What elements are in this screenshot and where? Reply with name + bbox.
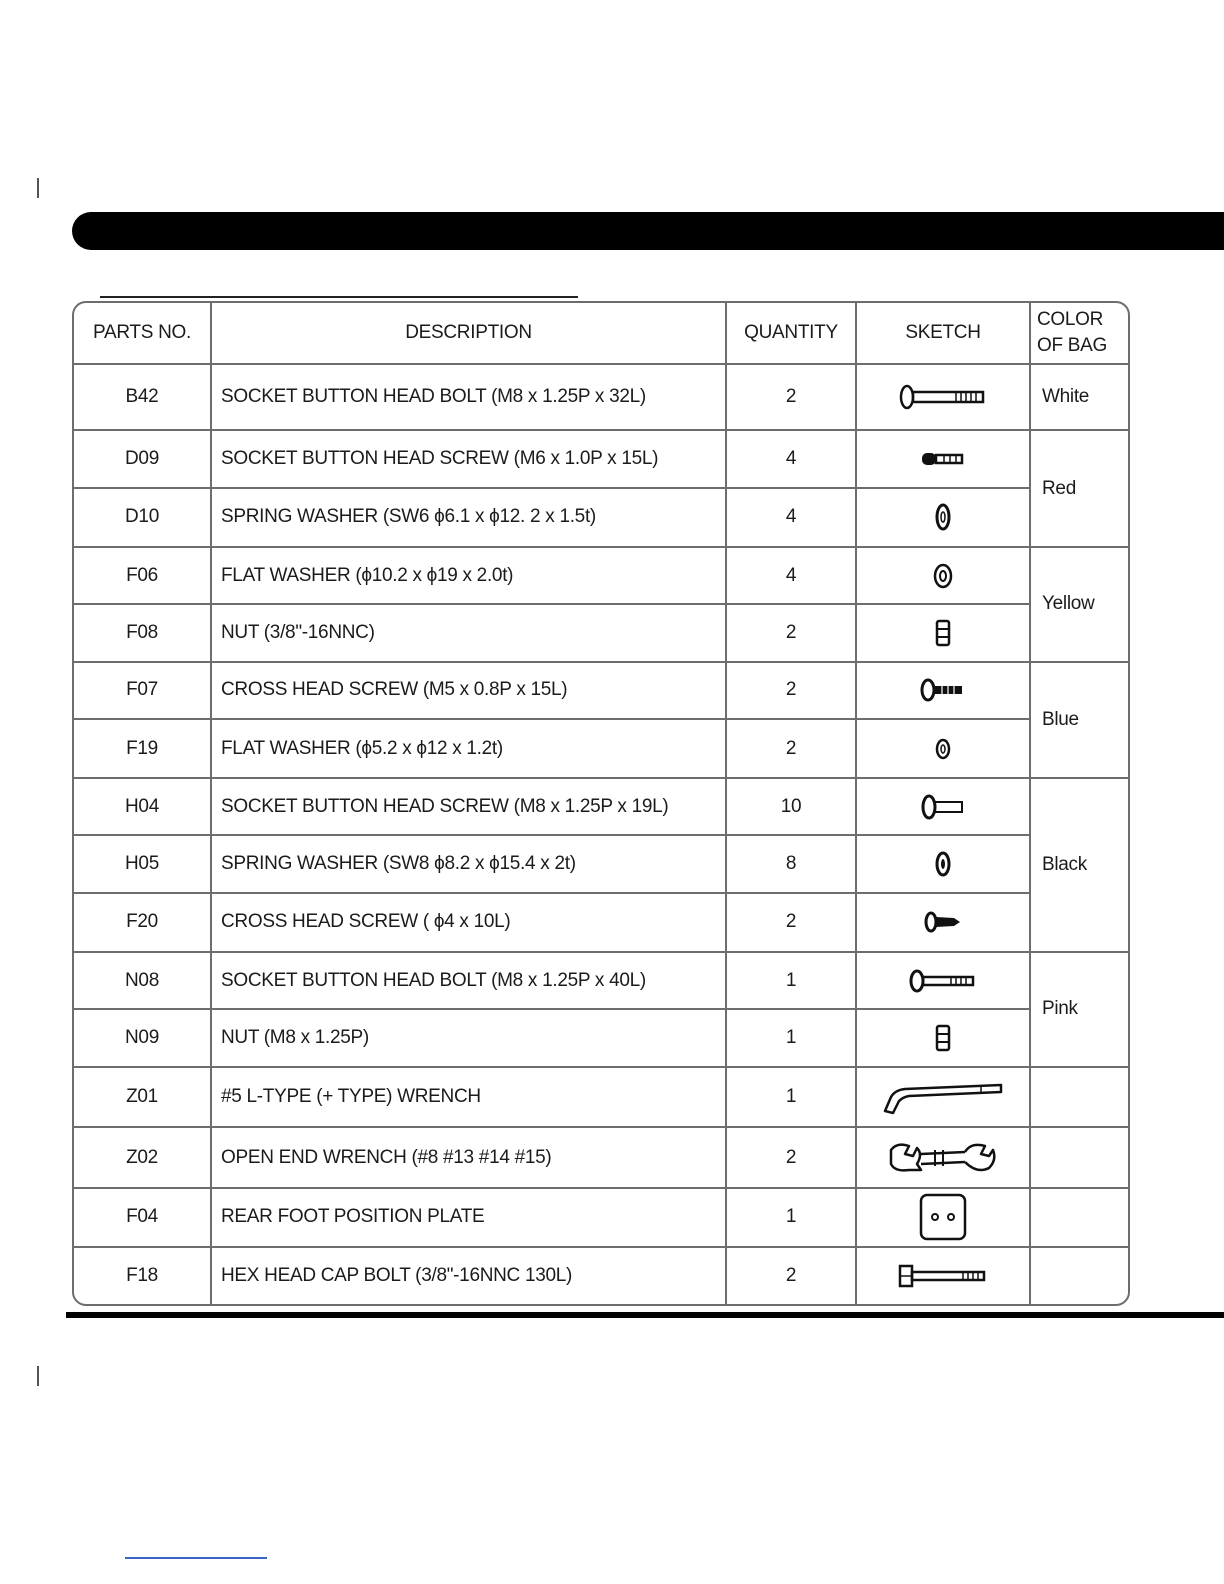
section-title-underline — [100, 296, 578, 298]
table-row — [74, 1067, 1128, 1127]
parts-table — [74, 303, 1128, 1304]
bag-color-red: Red — [1030, 430, 1128, 547]
part-number: H05 — [74, 835, 211, 892]
part-description: SPRING WASHER (SW8 ϕ8.2 x ϕ15.4 x 2t) — [211, 835, 726, 892]
table-row — [74, 952, 1128, 1009]
part-description: SOCKET BUTTON HEAD SCREW (M6 x 1.0P x 15L) — [211, 430, 726, 487]
spring-washer-icon — [935, 850, 951, 878]
part-quantity: 10 — [726, 778, 856, 835]
table-row — [74, 1247, 1128, 1304]
part-quantity: 1 — [726, 1009, 856, 1066]
part-number: H04 — [74, 778, 211, 835]
hex-bolt-icon — [897, 1262, 989, 1290]
flat-washer-icon — [933, 562, 953, 590]
part-description: CROSS HEAD SCREW ( ϕ4 x 10L) — [211, 893, 726, 952]
sketch-cell — [856, 893, 1030, 952]
sketch-cell — [856, 488, 1030, 547]
part-description: FLAT WASHER (ϕ10.2 x ϕ19 x 2.0t) — [211, 547, 726, 604]
part-description: OPEN END WRENCH (#8 #13 #14 #15) — [211, 1127, 726, 1188]
header-color-line2: OF BAG — [1037, 335, 1107, 356]
part-quantity: 4 — [726, 488, 856, 547]
header-description: DESCRIPTION — [211, 303, 726, 364]
sketch-cell — [856, 778, 1030, 835]
hardware-parts-table — [72, 301, 1130, 1306]
crop-mark-top — [37, 178, 39, 198]
bag-color-empty — [1030, 1188, 1128, 1246]
part-description: FLAT WASHER (ϕ5.2 x ϕ12 x 1.2t) — [211, 719, 726, 778]
part-quantity: 2 — [726, 364, 856, 430]
short-screw-icon — [920, 451, 966, 467]
nut-icon — [934, 1023, 952, 1053]
sketch-cell — [856, 547, 1030, 604]
table-row — [74, 719, 1128, 778]
footer-rule — [66, 1312, 1224, 1318]
spring-washer-icon — [935, 502, 951, 532]
long-bolt-icon — [909, 969, 977, 993]
part-number: F18 — [74, 1247, 211, 1304]
header-color-line1: COLOR — [1037, 309, 1104, 330]
nut-icon — [934, 618, 952, 648]
sketch-cell — [856, 604, 1030, 661]
table-row — [74, 662, 1128, 719]
tapping-screw-icon — [924, 911, 962, 933]
plate-icon — [918, 1192, 968, 1242]
sketch-cell — [856, 952, 1030, 1009]
sketch-cell — [856, 719, 1030, 778]
table-row — [74, 778, 1128, 835]
part-number: Z02 — [74, 1127, 211, 1188]
part-quantity: 2 — [726, 1127, 856, 1188]
header-sketch: SKETCH — [856, 303, 1030, 364]
part-number: F19 — [74, 719, 211, 778]
section-header-bar — [72, 212, 1224, 250]
part-description: SPRING WASHER (SW6 ϕ6.1 x ϕ12. 2 x 1.5t) — [211, 488, 726, 547]
cross-screw-icon — [920, 678, 966, 702]
table-row — [74, 547, 1128, 604]
part-number: N09 — [74, 1009, 211, 1066]
part-description: REAR FOOT POSITION PLATE — [211, 1188, 726, 1246]
part-quantity: 2 — [726, 893, 856, 952]
table-row — [74, 430, 1128, 487]
bag-color-white: White — [1030, 364, 1128, 430]
table-row — [74, 604, 1128, 661]
sketch-cell — [856, 835, 1030, 892]
part-quantity: 1 — [726, 1188, 856, 1246]
part-number: F08 — [74, 604, 211, 661]
crop-mark-bottom — [37, 1366, 39, 1386]
sketch-cell — [856, 1009, 1030, 1066]
part-number: Z01 — [74, 1067, 211, 1127]
sketch-cell — [856, 1247, 1030, 1304]
part-quantity: 1 — [726, 1067, 856, 1127]
header-color-of-bag — [1030, 303, 1128, 364]
part-description: NUT (M8 x 1.25P) — [211, 1009, 726, 1066]
allen-key-icon — [881, 1077, 1005, 1117]
table-row — [74, 1188, 1128, 1246]
part-quantity: 2 — [726, 719, 856, 778]
small-washer-icon — [935, 737, 951, 761]
sketch-cell — [856, 662, 1030, 719]
table-row — [74, 364, 1128, 430]
bag-color-empty — [1030, 1127, 1128, 1188]
long-bolt-icon — [898, 384, 988, 410]
table-row — [74, 1127, 1128, 1188]
part-quantity: 4 — [726, 547, 856, 604]
bag-color-empty — [1030, 1247, 1128, 1304]
part-number: D09 — [74, 430, 211, 487]
table-row — [74, 893, 1128, 952]
sketch-cell — [856, 430, 1030, 487]
part-description: SOCKET BUTTON HEAD BOLT (M8 x 1.25P x 40L) — [211, 952, 726, 1009]
part-description: SOCKET BUTTON HEAD SCREW (M8 x 1.25P x 19L) — [211, 778, 726, 835]
header-quantity: QUANTITY — [726, 303, 856, 364]
sketch-cell — [856, 1188, 1030, 1246]
header-parts-no: PARTS NO. — [74, 303, 211, 364]
part-number: D10 — [74, 488, 211, 547]
part-description: NUT (3/8"-16NNC) — [211, 604, 726, 661]
part-quantity: 4 — [726, 430, 856, 487]
part-number: F06 — [74, 547, 211, 604]
sketch-cell — [856, 1067, 1030, 1127]
part-quantity: 1 — [726, 952, 856, 1009]
part-description: CROSS HEAD SCREW (M5 x 0.8P x 15L) — [211, 662, 726, 719]
part-quantity: 8 — [726, 835, 856, 892]
part-description: SOCKET BUTTON HEAD BOLT (M8 x 1.25P x 32L) — [211, 364, 726, 430]
part-number: F04 — [74, 1188, 211, 1246]
part-quantity: 2 — [726, 1247, 856, 1304]
bag-color-empty — [1030, 1067, 1128, 1127]
part-number: F07 — [74, 662, 211, 719]
open-end-wrench-icon — [887, 1138, 999, 1178]
part-number: F20 — [74, 893, 211, 952]
table-header-row — [74, 303, 1128, 364]
part-number: B42 — [74, 364, 211, 430]
part-description: HEX HEAD CAP BOLT (3/8"-16NNC 130L) — [211, 1247, 726, 1304]
sketch-cell — [856, 364, 1030, 430]
table-row — [74, 488, 1128, 547]
button-screw-icon — [920, 793, 966, 821]
bag-color-pink: Pink — [1030, 952, 1128, 1067]
part-number: N08 — [74, 952, 211, 1009]
part-quantity: 2 — [726, 604, 856, 661]
sketch-cell — [856, 1127, 1030, 1188]
bottom-link-underline[interactable] — [125, 1557, 267, 1559]
bag-color-yellow: Yellow — [1030, 547, 1128, 662]
part-quantity: 2 — [726, 662, 856, 719]
table-row — [74, 835, 1128, 892]
bag-color-black: Black — [1030, 778, 1128, 952]
part-description: #5 L-TYPE (+ TYPE) WRENCH — [211, 1067, 726, 1127]
table-row — [74, 1009, 1128, 1066]
bag-color-blue: Blue — [1030, 662, 1128, 779]
